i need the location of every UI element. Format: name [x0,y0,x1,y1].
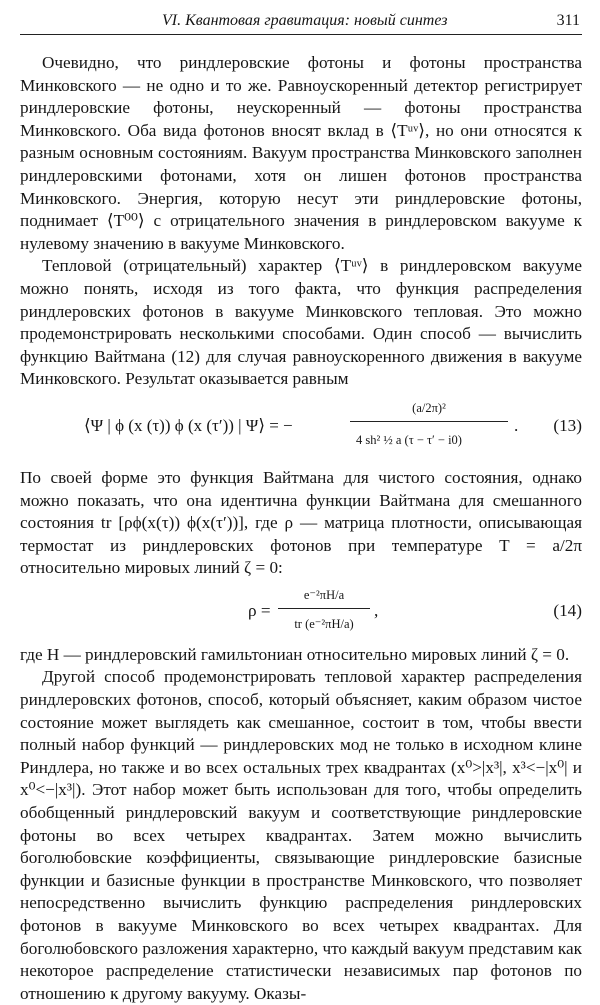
equation-numerator: e⁻²πH/a [303,587,345,602]
chapter-title: VI. Квантовая гравитация: новый синтез [162,12,448,29]
paragraph: Тепловой (отрицательный) характер ⟨Tᵘᵛ⟩ в риндлеровском вакууме можно понять, исходя из того факта, что функция распределения риндлеровских фотонов в вакууме Минковского тепловая. Это можно продемонстрировать несколькими способами. Один способ — вычислить функцию Вайтмана (12) для случая равноускоренного движения в вакууме Минковского. Результат оказывается равным [20,256,582,389]
equation-denominator: 4 sh² ½ a (τ − τ′ − i0) [356,432,462,447]
equation-tail: . [514,415,519,435]
equation-denominator: tr (e⁻²πH/a) [294,616,354,631]
equation-lhs: ρ = [248,600,271,620]
equation-tail: , [374,600,379,620]
paragraph: Другой способ продемонстрировать тепловой характер распределения риндлеровских фотонов, способ, который объясняет, каким образом чистое состояние может выглядеть как смешанное, состоит в том, чтобы ввести полный набор функций — риндлеровских мод не только в исходном клине Риндлера, но также и во всех остальных трех квадрантах (x⁰>|x³|, x³<−|x⁰| и x⁰<−|x³|). Этот набор может быть использован для того, чтобы определить обобщенный риндлеровский вакуум и соответствующие риндлеровские фотоны во всех четырех квадрантах. Затем можно вычислить боголюбовские коэффициенты, связывающие риндлеровские базисные функции и базисные функции в пространстве Минковского, что позволяет непосредственно вычислить функцию распределения риндлеровских фотонов в вакууме Минковского во всех четырех квадрантах. Для боголюбовского разложения характерно, что каждый вакуум представим как некоторое распределение статистически независимых пар фотонов по отношению к другому вакууму. Оказы- [20,667,582,1003]
paragraph: По своей форме это функция Вайтмана для чистого состояния, однако можно показать, что она идентична функции Вайтмана для смешанного состояния tr [ρϕ(x(τ)) ϕ(x(τ′))], где ρ — матрица плотности, описывающая термостат из риндлеровских фотонов при температуре T = a/2π относительно мировых линий ζ = 0: [20,467,582,578]
equation-14 [20,584,582,640]
paragraph: где H — риндлеровский гамильтониан относительно мировых линий ζ = 0. [20,644,570,664]
equation-number: (13) [553,415,582,435]
page-body [20,52,582,1005]
page-number: 311 [556,12,580,29]
fraction-bar [278,608,370,609]
equation-number: (14) [553,600,582,620]
fraction-bar [350,421,508,422]
paragraph: Очевидно, что риндлеровские фотоны и фотоны пространства Минковского — не одно и то же. Равноускоренный детектор регистрирует риндлеровские фотоны, неускоренный — фотоны пространства Минковского. Оба вида фотонов вносят вклад в ⟨Tᵘᵛ⟩, но они относятся к разным основным состояниям. Вакуум пространства Минковского заполнен риндлеровскими фотонами, хотя он лишен фотонов пространства Минковского. Энергия, которую несут эти риндлеровские фотоны, поднимает ⟨T⁰⁰⟩ с отрицательного значения в риндлеровском вакууме к нулевому значению в вакууме Минковского. [20,53,582,253]
running-header [20,10,582,35]
equation-lhs: ⟨Ψ | ϕ (x (τ)) ϕ (x (τ′)) | Ψ⟩ = − [84,415,293,435]
equation-13 [20,393,582,461]
equation-numerator: (a/2π)² [412,400,446,415]
